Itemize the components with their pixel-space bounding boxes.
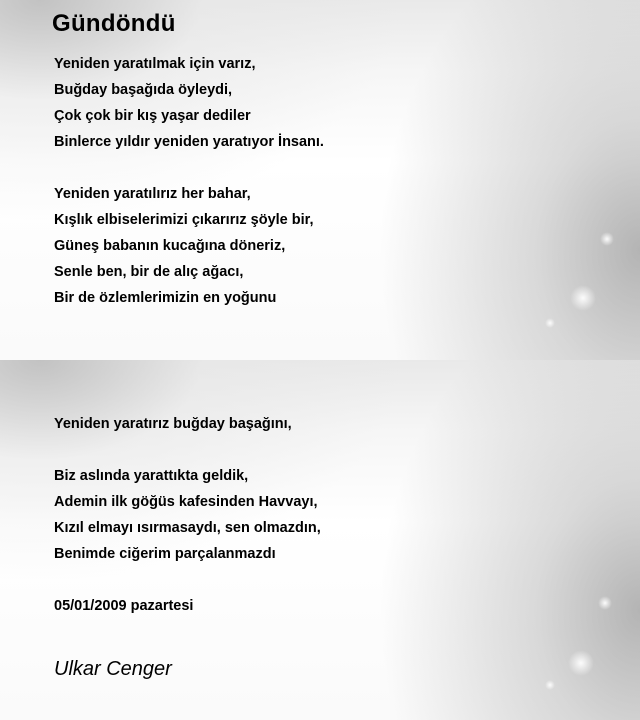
- poem-line: Çok çok bir kış yaşar dediler: [54, 108, 251, 124]
- sparkle-decoration: [545, 680, 555, 690]
- poem-date: [54, 593, 193, 619]
- poem-line: Kızıl elmayı ısırmasaydı, sen olmazdın,: [54, 520, 321, 536]
- poem-line: Binlerce yıldır yeniden yaratıyor İnsanı.: [54, 134, 324, 150]
- author-name: Ulkar Cenger: [54, 658, 172, 680]
- poem-line: Kışlık elbiselerimizi çıkarırız şöyle bir,: [54, 212, 314, 228]
- sparkle-decoration: [568, 650, 594, 676]
- poem-line: Benimde ciğerim parçalanmazdı: [54, 546, 276, 562]
- poem-line: Yeniden yaratılmak için varız,: [54, 56, 256, 72]
- date-text: 05/01/2009 pazartesi: [54, 598, 194, 614]
- poem-line: Buğday başağıda öyleydi,: [54, 82, 233, 98]
- poem-line: Ademin ilk göğüs kafesinden Havvayı,: [54, 494, 318, 510]
- stanza-1: [54, 51, 324, 155]
- poem-line: Güneş babanın kucağına döneriz,: [54, 238, 286, 254]
- stanza-3: [54, 411, 292, 437]
- poem-panel-bottom: [0, 360, 640, 720]
- stanza-2: [54, 181, 314, 311]
- sparkle-decoration: [570, 285, 596, 311]
- poem-line: Bir de özlemlerimizin en yoğunu: [54, 290, 277, 306]
- sparkle-decoration: [600, 232, 614, 246]
- sparkle-decoration: [545, 318, 555, 328]
- poem-line: Biz aslında yarattıkta geldik,: [54, 468, 249, 484]
- poem-line: Yeniden yaratırız buğday başağını,: [54, 416, 292, 432]
- poem-line: Yeniden yaratılırız her bahar,: [54, 186, 251, 202]
- sparkle-decoration: [598, 596, 612, 610]
- poem-title: Gündöndü: [52, 10, 176, 37]
- stanza-4: [54, 463, 321, 567]
- poem-line: Senle ben, bir de alıç ağacı,: [54, 264, 244, 280]
